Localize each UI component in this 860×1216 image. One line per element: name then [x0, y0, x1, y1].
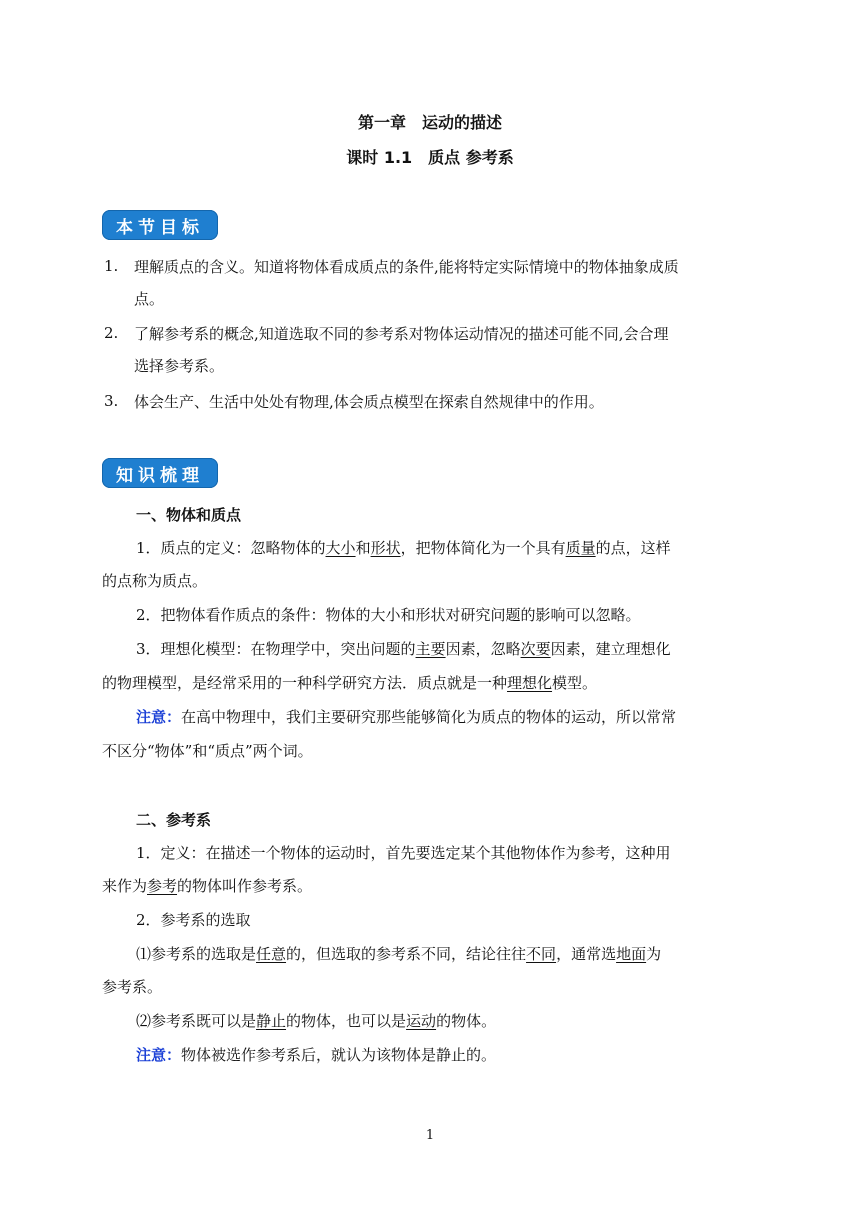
blank-answer: 任意 — [256, 945, 287, 963]
blank-answer: 主要 — [415, 640, 446, 658]
blank-answer: 大小 — [325, 539, 356, 557]
paragraph-cont: 参考系。 — [102, 978, 163, 996]
paragraph-definition: 1．定义：在描述一个物体的运动时，首先要选定某个其他物体作为参考，这种用 — [136, 844, 671, 862]
blank-answer: 次要 — [520, 640, 551, 658]
goal-text-cont: 选择参考系。 — [134, 357, 225, 375]
knowledge-badge: 知识梳理 — [102, 458, 218, 488]
lesson-title: 课时 1.1 质点 参考系 — [346, 148, 514, 167]
blank-answer: 不同 — [526, 945, 557, 963]
goal-number: 1. — [104, 257, 119, 275]
paragraph-model: 3．理想化模型：在物理学中，突出问题的主要因素，忽略次要因素，建立理想化 — [136, 640, 671, 658]
paragraph-condition: 2．把物体看作质点的条件：物体的大小和形状对研究问题的影响可以忽略。 — [136, 606, 641, 624]
goals-badge: 本节目标 — [102, 210, 218, 240]
section-heading: 二、参考系 — [136, 811, 212, 829]
goal-text: 体会生产、生活中处处有物理,体会质点模型在探索自然规律中的作用。 — [134, 393, 604, 411]
section-heading: 一、物体和质点 — [136, 506, 242, 524]
goal-number: 3. — [104, 392, 119, 410]
paragraph-cont: 的点称为质点。 — [102, 572, 208, 590]
blank-answer: 理想化 — [507, 674, 553, 692]
paragraph-rule-1: ⑴参考系的选取是任意的，但选取的参考系不同，结论往往不同，通常选地面为 — [136, 945, 662, 963]
blank-answer: 地面 — [616, 945, 647, 963]
note-label: 注意： — [136, 708, 182, 726]
blank-answer: 形状 — [370, 539, 401, 557]
chapter-title: 第一章 运动的描述 — [357, 113, 502, 132]
page-number: 1 — [425, 1128, 435, 1143]
blank-answer: 参考 — [147, 877, 178, 895]
paragraph-cont: 来作为参考的物体叫作参考系。 — [102, 877, 313, 895]
note-paragraph: 注意：物体被选作参考系后，就认为该物体是静止的。 — [136, 1046, 497, 1064]
note-cont: 不区分“物体”和“质点”两个词。 — [102, 742, 313, 760]
note-paragraph: 注意：在高中物理中，我们主要研究那些能够简化为质点的物体的运动，所以常常 — [136, 708, 677, 726]
paragraph-selection: 2．参考系的选取 — [136, 911, 251, 929]
goal-number: 2. — [104, 324, 119, 342]
blank-answer: 静止 — [256, 1012, 287, 1030]
blank-answer: 质量 — [565, 539, 596, 557]
paragraph-cont: 的物理模型，是经常采用的一种科学研究方法．质点就是一种理想化模型。 — [102, 674, 598, 692]
paragraph-rule-2: ⑵参考系既可以是静止的物体，也可以是运动的物体。 — [136, 1012, 497, 1030]
blank-answer: 运动 — [406, 1012, 437, 1030]
paragraph-definition: 1．质点的定义：忽略物体的大小和形状，把物体简化为一个具有质量的点，这样 — [136, 539, 671, 557]
goal-text: 理解质点的含义。知道将物体看成质点的条件,能将特定实际情境中的物体抽象成质 — [134, 258, 679, 276]
goal-text: 了解参考系的概念,知道选取不同的参考系对物体运动情况的描述可能不同,会合理 — [134, 325, 669, 343]
goal-text-cont: 点。 — [134, 290, 165, 308]
note-label: 注意： — [136, 1046, 182, 1064]
